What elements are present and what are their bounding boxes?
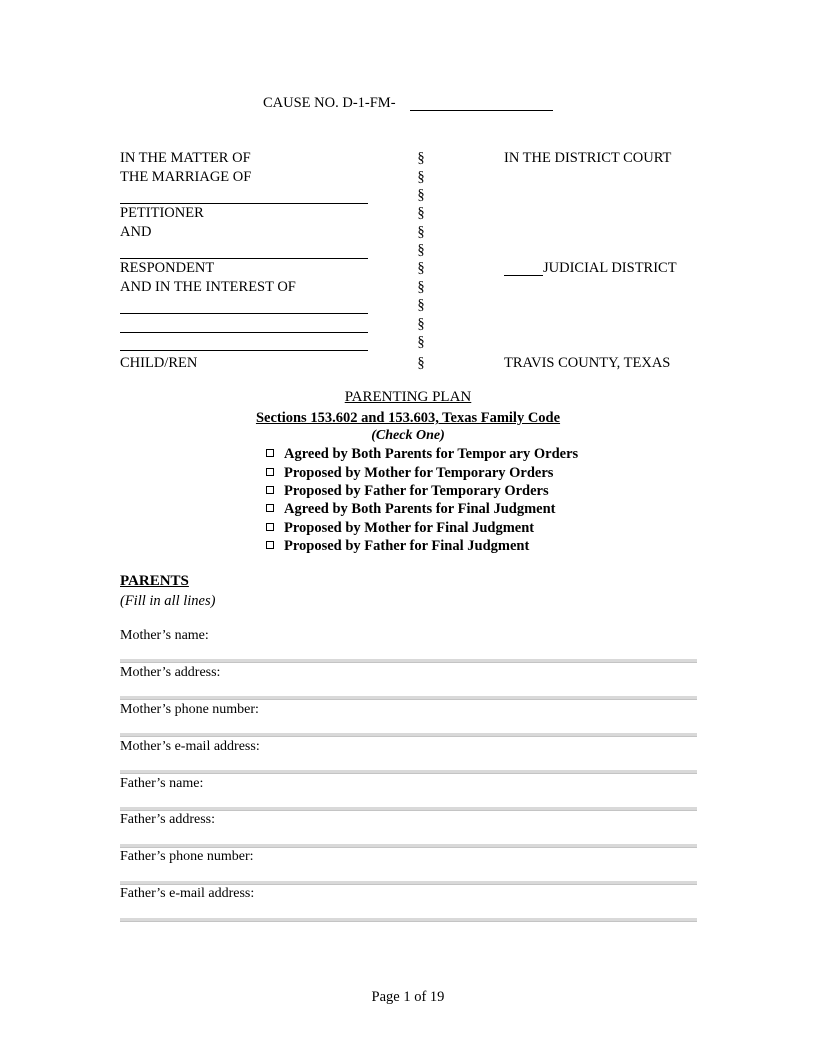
mother-email-field[interactable]: [120, 770, 697, 774]
father-email-field[interactable]: [120, 918, 697, 922]
father-address-field[interactable]: [120, 844, 697, 848]
section-symbol: §: [417, 316, 425, 332]
option-label: Proposed by Father for Final Judgment: [284, 538, 530, 554]
father-email-label: Father’s e-mail address:: [120, 886, 255, 901]
option-mother-final[interactable]: [266, 520, 534, 537]
plan-subtitle: Sections 153.602 and 153.603, Texas Family Code: [255, 410, 561, 426]
and-label: AND: [120, 224, 152, 240]
option-label: Proposed by Mother for Temporary Orders: [284, 465, 554, 481]
father-phone-field[interactable]: [120, 881, 697, 885]
checkbox[interactable]: [266, 504, 274, 512]
in-the-interest-of: AND IN THE INTEREST OF: [120, 279, 296, 295]
section-symbol: §: [417, 169, 425, 185]
petitioner-label: PETITIONER: [120, 205, 204, 221]
mother-phone-field[interactable]: [120, 733, 697, 737]
mother-name-label: Mother’s name:: [120, 628, 209, 643]
section-symbol: §: [417, 242, 425, 258]
section-symbol: §: [417, 279, 425, 295]
section-symbol: §: [417, 260, 425, 276]
cause-number-blank[interactable]: [410, 110, 553, 111]
mother-email-label: Mother’s e-mail address:: [120, 739, 260, 754]
mother-address-label: Mother’s address:: [120, 665, 221, 680]
child-name-blank-3[interactable]: [120, 350, 368, 351]
section-symbol: §: [417, 205, 425, 221]
option-agreed-final[interactable]: [266, 501, 555, 518]
father-phone-label: Father’s phone number:: [120, 849, 254, 864]
check-one-instruction: (Check One): [371, 428, 445, 443]
respondent-label: RESPONDENT: [120, 260, 215, 276]
page-number: Page 1 of 19: [371, 989, 445, 1005]
checkbox[interactable]: [266, 468, 274, 476]
district-court-label: IN THE DISTRICT COURT: [504, 150, 672, 166]
father-name-label: Father’s name:: [120, 776, 204, 791]
section-symbol: §: [417, 355, 425, 371]
checkbox[interactable]: [266, 541, 274, 549]
father-name-field[interactable]: [120, 807, 697, 811]
mother-phone-label: Mother’s phone number:: [120, 702, 259, 717]
option-agreed-temporary[interactable]: [266, 446, 578, 463]
checkbox[interactable]: [266, 486, 274, 494]
option-label: Agreed by Both Parents for Tempor ary Orders: [284, 446, 579, 462]
option-label: Agreed by Both Parents for Final Judgment: [284, 501, 556, 517]
section-symbol: §: [417, 297, 425, 313]
county-label: TRAVIS COUNTY, TEXAS: [504, 355, 671, 371]
petitioner-name-blank[interactable]: [120, 203, 368, 204]
in-the-matter-of: IN THE MATTER OF: [120, 150, 251, 166]
option-father-final[interactable]: [266, 538, 529, 555]
parents-instruction: (Fill in all lines): [120, 593, 216, 609]
judicial-district-number-blank[interactable]: [504, 275, 543, 276]
the-marriage-of: THE MARRIAGE OF: [120, 169, 252, 185]
mother-address-field[interactable]: [120, 696, 697, 700]
cause-number-label: CAUSE NO. D-1-FM-: [263, 95, 396, 111]
mother-name-field[interactable]: [120, 659, 697, 663]
father-address-label: Father’s address:: [120, 812, 215, 827]
children-label: CHILD/REN: [120, 355, 198, 371]
section-symbol: §: [417, 187, 425, 203]
respondent-name-blank[interactable]: [120, 258, 368, 259]
judicial-district-label: JUDICIAL DISTRICT: [543, 260, 677, 276]
parents-heading: PARENTS: [120, 573, 189, 589]
option-label: Proposed by Father for Temporary Orders: [284, 483, 549, 499]
plan-title: PARENTING PLAN: [344, 389, 472, 405]
section-symbol: §: [417, 224, 425, 240]
child-name-blank-1[interactable]: [120, 313, 368, 314]
child-name-blank-2[interactable]: [120, 332, 368, 333]
checkbox[interactable]: [266, 449, 274, 457]
option-mother-temporary[interactable]: [266, 465, 553, 482]
section-symbol: §: [417, 150, 425, 166]
option-father-temporary[interactable]: [266, 483, 549, 500]
option-label: Proposed by Mother for Final Judgment: [284, 520, 535, 536]
checkbox[interactable]: [266, 523, 274, 531]
section-symbol: §: [417, 334, 425, 350]
